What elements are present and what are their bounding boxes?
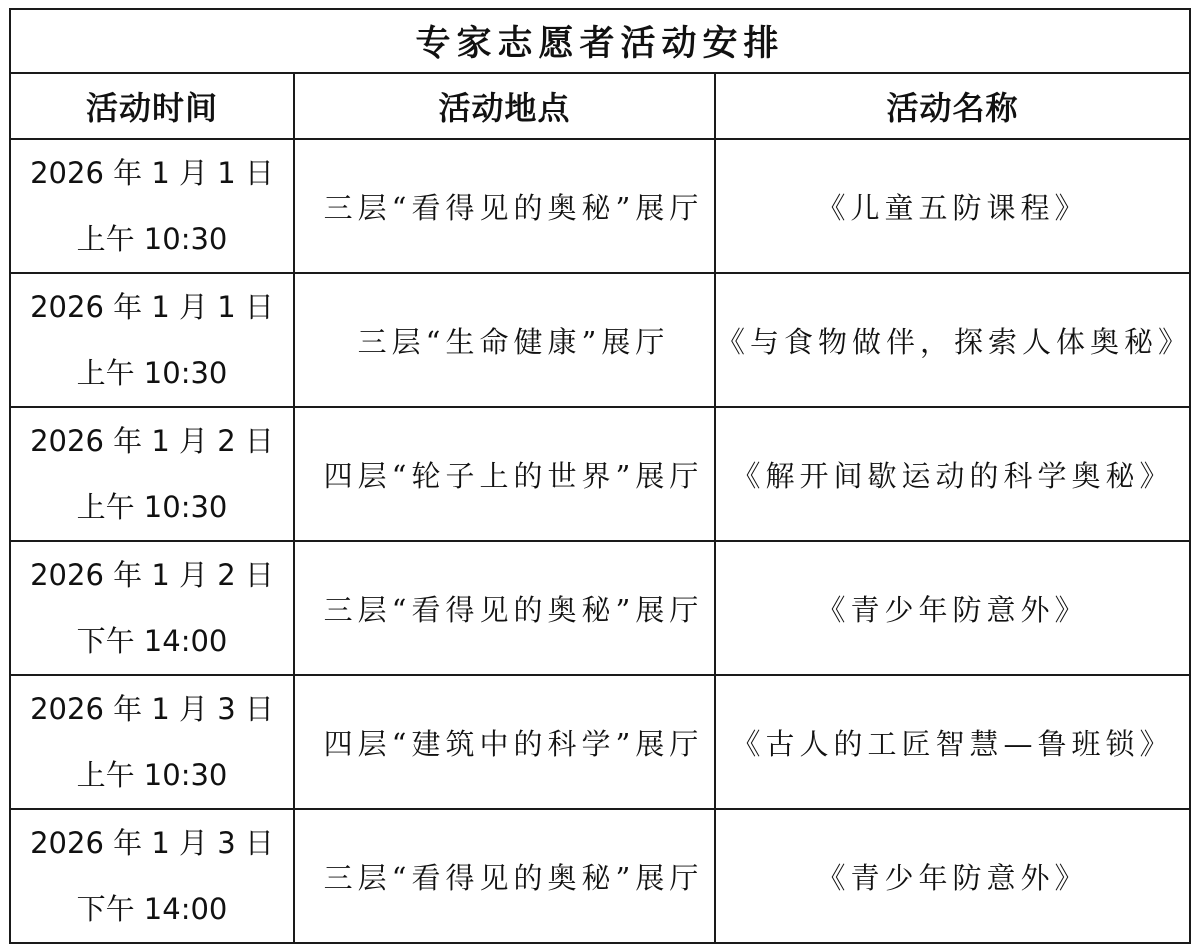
table-row: [10, 273, 1190, 407]
activity-name-cell: 《解开间歇运动的科学奥秘》: [715, 407, 1190, 541]
place-cell: 三层“看得见的奥秘”展厅: [294, 541, 715, 675]
time-cell: [10, 139, 294, 273]
time-text: 下午 14:00: [76, 892, 228, 926]
header-place: 活动地点: [294, 73, 715, 139]
place-cell: 三层“看得见的奥秘”展厅: [294, 139, 715, 273]
activity-name-cell: 《儿童五防课程》: [715, 139, 1190, 273]
time-text: 上午 10:30: [76, 758, 228, 792]
schedule-table: [9, 8, 1191, 944]
place-cell: 三层“生命健康”展厅: [294, 273, 715, 407]
table-row: [10, 809, 1190, 943]
header-name: 活动名称: [715, 73, 1190, 139]
table-title: 专家志愿者活动安排: [10, 9, 1190, 73]
activity-name-cell: 《青少年防意外》: [715, 809, 1190, 943]
place-cell: 三层“看得见的奥秘”展厅: [294, 809, 715, 943]
date-text: 2026 年 1 月 3 日: [30, 692, 274, 726]
place-cell: 四层“轮子上的世界”展厅: [294, 407, 715, 541]
time-cell: [10, 541, 294, 675]
time-cell: [10, 675, 294, 809]
header-row: [10, 73, 1190, 139]
time-cell: [10, 809, 294, 943]
date-text: 2026 年 1 月 2 日: [30, 424, 274, 458]
time-text: 下午 14:00: [76, 624, 228, 658]
header-time: 活动时间: [10, 73, 294, 139]
time-text: 上午 10:30: [76, 222, 228, 256]
time-text: 上午 10:30: [76, 490, 228, 524]
date-text: 2026 年 1 月 1 日: [30, 156, 274, 190]
activity-name-cell: 《古人的工匠智慧—鲁班锁》: [715, 675, 1190, 809]
table-row: [10, 139, 1190, 273]
place-cell: 四层“建筑中的科学”展厅: [294, 675, 715, 809]
activity-name-cell: 《青少年防意外》: [715, 541, 1190, 675]
date-text: 2026 年 1 月 1 日: [30, 290, 274, 324]
time-cell: [10, 407, 294, 541]
date-text: 2026 年 1 月 3 日: [30, 826, 274, 860]
table-row: [10, 675, 1190, 809]
table-row: [10, 407, 1190, 541]
activity-name-cell: 《与食物做伴，探索人体奥秘》: [715, 273, 1190, 407]
time-cell: [10, 273, 294, 407]
time-text: 上午 10:30: [76, 356, 228, 390]
title-row: [10, 9, 1190, 73]
table-row: [10, 541, 1190, 675]
date-text: 2026 年 1 月 2 日: [30, 558, 274, 592]
